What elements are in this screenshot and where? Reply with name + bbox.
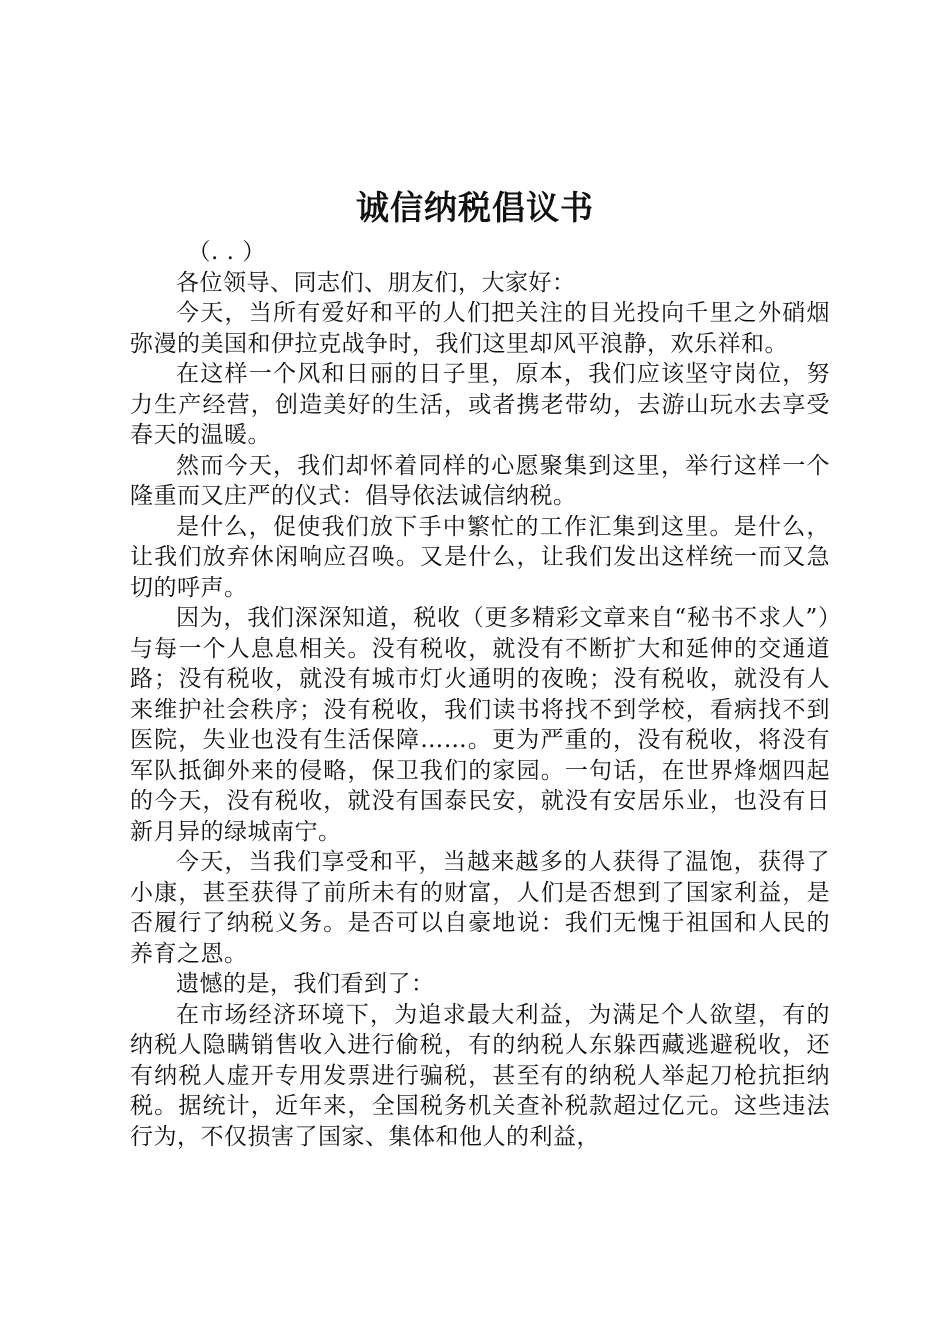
paragraph: 今天，当我们享受和平，当越来越多的人获得了温饱，获得了小康，甚至获得了前所未有的财富，人们是否想到了国家利益，是否履行了纳税义务。是否可以自豪地说：我们无愧于祖国和人民的养育之恩。 (130, 849, 830, 967)
paragraph: 今天，当所有爱好和平的人们把关注的目光投向千里之外硝烟弥漫的美国和伊拉克战争时，我们这里却风平浪静，欢乐祥和。 (130, 300, 830, 357)
greeting: 各位领导、同志们、朋友们，大家好： (176, 269, 576, 296)
paragraph: 在市场经济环境下，为追求最大利益，为满足个人欲望，有的纳税人隐瞒销售收入进行偷税，有的纳税人东躲西藏逃避税收，还有纳税人虚开专用发票进行骗税，甚至有的纳税人举起刀枪抗拒纳税。据统计，近年来，全国税务机关查补税款超过亿元。这些违法行为，不仅损害了国家、集体和他人的利益， (130, 1001, 830, 1150)
document-body (130, 237, 830, 1152)
document-title: 诚信纳税倡议书 (356, 188, 594, 227)
paragraph: 是什么，促使我们放下手中繁忙的工作汇集到这里。是什么，让我们放弃休闲响应召唤。又是什么，让我们发出这样统一而又急切的呼声。 (130, 513, 830, 601)
paragraph: 遗憾的是，我们看到了： (176, 971, 435, 997)
document-subtitle: （. . ） (187, 239, 266, 265)
paragraph: 在这样一个风和日丽的日子里，原本，我们应该坚守岗位，努力生产经营，创造美好的生活，或者携老带幼，去游山玩水去享受春天的温暖。 (130, 361, 830, 448)
paragraph: 因为，我们深深知道，税收（更多精彩文章来自“秘书不求人”）与每一个人息息相关。没有税收，就没有不断扩大和延伸的交通道路；没有税收，就没有城市灯火通明的夜晚；没有税收，就没有人来维护社会秩序；没有税收，我们读书将找不到学校，看病找不到医院，失业也没有生活保障……。更为严重的，没有税收，将没有军队抵御外来的侵略，保卫我们的家园。一句话，在世界烽烟四起的今天，没有税收，就没有国泰民安，就没有安居乐业，也没有日新月异的绿城南宁。 (130, 605, 830, 845)
paragraph: 然而今天，我们却怀着同样的心愿聚集到这里，举行这样一个隆重而又庄严的仪式：倡导依法诚信纳税。 (130, 452, 830, 509)
